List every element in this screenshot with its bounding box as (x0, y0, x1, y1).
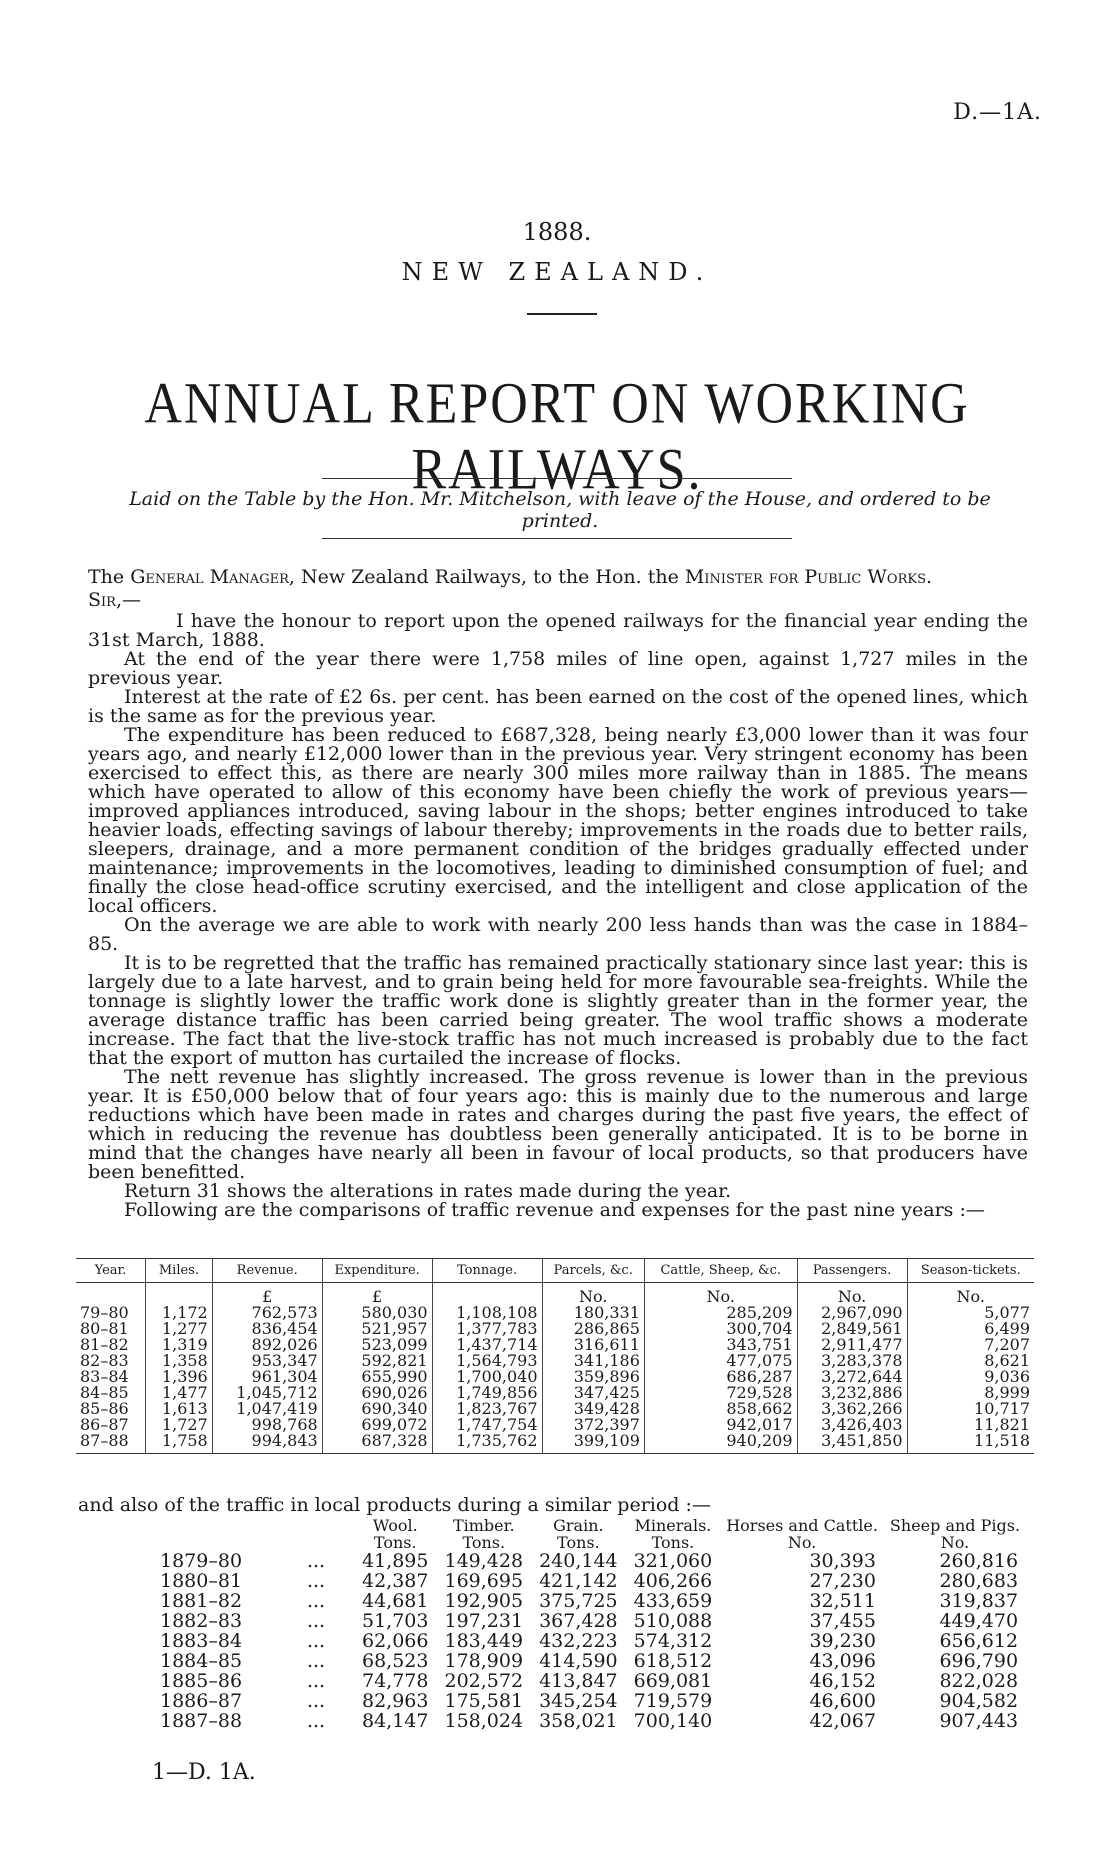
table-cell: 5,077 (907, 1305, 1034, 1321)
table-cell: 510,088 (633, 1610, 713, 1632)
leader-dots: ... (306, 1690, 326, 1712)
table-row (160, 1591, 1026, 1611)
table-cell: 432,223 (539, 1630, 618, 1652)
table-cell: 2,967,090 (797, 1305, 907, 1321)
table-cell: 80–81 (80, 1319, 129, 1338)
year-cell: 1884–85 (160, 1650, 243, 1672)
table-cell: 41,895 (362, 1550, 429, 1572)
table-cell: 719,579 (633, 1690, 713, 1712)
laid-on-table-note: Laid on the Table by the Hon. Mr. Mitchelson, with leave of the House, and ordered to be printed. (129, 488, 991, 532)
table-cell: 62,066 (362, 1630, 429, 1652)
col-parcels: Parcels, &c. (542, 1259, 644, 1283)
col-sheep-pigs: Sheep and Pigs. (889, 1516, 1021, 1535)
table-cell: 729,528 (644, 1385, 797, 1401)
table-cell: 1,727 (146, 1417, 213, 1433)
table-cell: 942,017 (644, 1417, 797, 1433)
paragraph-8: Return 31 shows the alterations in rates made during the year. (124, 1180, 732, 1202)
table-cell: 592,821 (322, 1353, 432, 1369)
table-cell: 85–86 (80, 1399, 129, 1418)
table-cell: 169,695 (444, 1570, 524, 1592)
table-cell: 1,437,714 (432, 1337, 542, 1353)
table-cell: 669,081 (633, 1670, 713, 1692)
table-cell: 84,147 (362, 1710, 429, 1732)
table-cell: 998,768 (212, 1417, 322, 1433)
paragraph-4: The expenditure has been reduced to £687,328, being nearly £3,000 lower than it was four years ago, and nearly £12,000 lower than in the previous year. Very stringent economy has been exercised to effect this, as there are nearly 300 miles more railway than in 1885. The means which have operated to allow of this economy have been chiefly the work of previous years—improved appliances introduced, saving labour in the shops; better engines introduced to take heavier loads, effecting savings of labour thereby; improvements in the roads due to better rails, sleepers, drainage, and a more permanent condition of the bridges gradually effected under maintenance; improvements in the locomotives, leading to diminished consumption of fuel; and finally the close head-office scrutiny exercised, and the intelligent and close application of the local officers. (88, 724, 1028, 917)
divider-top (322, 478, 792, 479)
table-cell: 699,072 (322, 1417, 432, 1433)
table-cell: 686,287 (644, 1369, 797, 1385)
table-cell: 51,703 (362, 1610, 429, 1632)
document-reference: D.—1A. (953, 100, 1042, 125)
table-cell: 9,036 (907, 1369, 1034, 1385)
col-grain: Grain. (553, 1516, 604, 1535)
table-cell: 953,347 (212, 1353, 322, 1369)
table-cell: 79–80 (80, 1303, 129, 1322)
table-cell: 1,108,108 (432, 1305, 542, 1321)
traffic-comparison-table (76, 1258, 1034, 1454)
col-expenditure: Expenditure. (322, 1259, 432, 1283)
report-year: 1888. (522, 218, 592, 246)
year-cell: 1879–80 (160, 1550, 243, 1572)
table-cell: 87–88 (76, 1433, 146, 1454)
products-intro: and also of the traffic in local products during a similar period :— (78, 1494, 711, 1516)
table-cell: 43,096 (809, 1650, 876, 1672)
table-cell: 1,700,040 (432, 1369, 542, 1385)
leader-dots: ... (306, 1590, 326, 1612)
year-cell: 1886–87 (160, 1690, 243, 1712)
leader-dots: ... (306, 1630, 326, 1652)
table-cell: 149,428 (444, 1550, 524, 1572)
table-cell: 1,749,856 (432, 1385, 542, 1401)
table-cell: 1,564,793 (432, 1353, 542, 1369)
table-cell: 961,304 (212, 1369, 322, 1385)
table-cell: 367,428 (539, 1610, 618, 1632)
table-cell: 347,425 (542, 1385, 644, 1401)
table-cell: 940,209 (644, 1433, 797, 1454)
table-cell: 372,397 (542, 1417, 644, 1433)
leader-dots: ... (306, 1670, 326, 1692)
table-cell: 700,140 (633, 1710, 713, 1732)
table-cell: 286,865 (542, 1321, 644, 1337)
col-season-tickets: Season-tickets. (907, 1259, 1034, 1283)
table-cell: 3,426,403 (797, 1417, 907, 1433)
table-cell: 1,613 (146, 1401, 213, 1417)
table-cell: 687,328 (322, 1433, 432, 1454)
table-cell: 11,518 (907, 1433, 1034, 1454)
table-cell: 202,572 (444, 1670, 524, 1692)
table-cell: 46,152 (809, 1670, 876, 1692)
leader-dots: ... (306, 1570, 326, 1592)
table-cell: 696,790 (939, 1650, 1019, 1672)
year-cell: 1882–83 (160, 1610, 243, 1632)
table-cell: 1,047,419 (212, 1401, 322, 1417)
table-cell: 37,455 (809, 1610, 876, 1632)
col-wool: Wool. (372, 1516, 418, 1535)
col-passengers: Passengers. (797, 1259, 907, 1283)
col-tonnage: Tonnage. (432, 1259, 542, 1283)
table-cell: 433,659 (633, 1590, 713, 1612)
paragraph-5: On the average we are able to work with nearly 200 less hands than was the case in 1884–85. (88, 914, 1028, 955)
table-cell: 197,231 (444, 1610, 524, 1632)
table-cell: 343,751 (644, 1337, 797, 1353)
table-cell: 1,396 (146, 1369, 213, 1385)
table-header-row (160, 1518, 1026, 1534)
table-cell: 2,911,477 (797, 1337, 907, 1353)
table-cell: 521,957 (322, 1321, 432, 1337)
table-cell: 1,735,762 (432, 1433, 542, 1454)
table-cell: 319,837 (939, 1590, 1019, 1612)
col-year: Year. (76, 1259, 146, 1283)
table-cell: 6,499 (907, 1321, 1034, 1337)
year-cell: 1881–82 (160, 1590, 243, 1612)
table-row (160, 1571, 1026, 1591)
table-row (160, 1671, 1026, 1691)
table-cell: 3,283,378 (797, 1353, 907, 1369)
table-cell: 1,172 (146, 1305, 213, 1321)
table-cell: 449,470 (939, 1610, 1019, 1632)
table-cell: 30,393 (809, 1550, 876, 1572)
table-cell: 655,990 (322, 1369, 432, 1385)
table-cell: 3,362,266 (797, 1401, 907, 1417)
paragraph-3: Interest at the rate of £2 6s. per cent. has been earned on the cost of the opened lines, which is the same as for the previous year. (88, 686, 1028, 727)
table-cell: 359,896 (542, 1369, 644, 1385)
table-cell: 84–85 (80, 1383, 129, 1402)
local-products-table (160, 1518, 1026, 1731)
year-cell: 1887–88 (160, 1710, 243, 1732)
col-miles: Miles. (146, 1259, 213, 1283)
table-cell: 7,207 (907, 1337, 1034, 1353)
short-divider (527, 313, 597, 315)
table-row (160, 1551, 1026, 1571)
table-cell: 32,511 (809, 1590, 876, 1612)
table-cell: 421,142 (539, 1570, 618, 1592)
table-cell: 1,377,783 (432, 1321, 542, 1337)
paragraph-7: The nett revenue has slightly increased. The gross revenue is lower than in the previous year. It is £50,000 below that of four years ago: this is mainly due to the numerous and large reductions which have been made in rates and charges during the past five years, the effect of which in reducing the revenue has doubtless been generally anticipated. It is to be borne in mind that the changes have nearly all been in favour of local products, so that producers have been benefitted. (88, 1066, 1028, 1183)
page-title: ANNUAL REPORT ON WORKING RAILWAYS. (144, 372, 970, 502)
col-minerals: Minerals. (634, 1516, 712, 1535)
table-cell: 822,028 (939, 1670, 1019, 1692)
table-cell: 3,272,644 (797, 1369, 907, 1385)
table-cell: 994,843 (212, 1433, 322, 1454)
table-cell: 280,683 (939, 1570, 1019, 1592)
table-cell: 907,443 (939, 1710, 1019, 1732)
table-cell: 618,512 (633, 1650, 713, 1672)
table-cell: 358,021 (539, 1710, 618, 1732)
table-cell: 316,611 (542, 1337, 644, 1353)
table-cell: 178,909 (444, 1650, 524, 1672)
table-cell: 1,319 (146, 1337, 213, 1353)
table-cell: 1,758 (146, 1433, 213, 1454)
table-cell: 27,230 (809, 1570, 876, 1592)
table-header-row (76, 1259, 1034, 1283)
table-cell: 285,209 (644, 1305, 797, 1321)
units-row: £ £ No. No. No. No. (76, 1283, 1034, 1306)
table-cell: 574,312 (633, 1630, 713, 1652)
table-cell: 260,816 (939, 1550, 1019, 1572)
leader-dots: ... (306, 1650, 326, 1672)
paragraph-2: At the end of the year there were 1,758 miles of line open, against 1,727 miles in the previous year. (88, 648, 1028, 689)
table-cell: 523,099 (322, 1337, 432, 1353)
paragraph-9: Following are the comparisons of traffic revenue and expenses for the past nine years :— (124, 1199, 985, 1221)
table-cell: 321,060 (633, 1550, 713, 1572)
table-cell: 413,847 (539, 1670, 618, 1692)
table-cell: 11,821 (907, 1417, 1034, 1433)
table-cell: 300,704 (644, 1321, 797, 1337)
table-row (160, 1651, 1026, 1671)
paragraph-6: It is to be regretted that the traffic has remained practically stationary since last year: this is largely due to a late harvest, and to grain being held for more favourable sea-freights. While the tonnage is slightly lower the traffic work done is slightly greater than in the former year, the average distance traffic has been carried being greater. The wool traffic shows a moderate increase. The fact that the live-stock traffic has not much increased is probably due to the fact that the export of mutton has curtailed the increase of flocks. (88, 952, 1028, 1069)
letter-body (88, 612, 1028, 1220)
page-footer-reference: 1—D. 1A. (152, 1760, 256, 1785)
units-row: Tons. Tons. Tons. Tons. No. No. (373, 1533, 970, 1552)
table-cell: 656,612 (939, 1630, 1019, 1652)
table-cell: 580,030 (322, 1305, 432, 1321)
table-cell: 762,573 (212, 1305, 322, 1321)
col-timber: Timber. (452, 1516, 515, 1535)
table-cell: 341,186 (542, 1353, 644, 1369)
table-cell: 399,109 (542, 1433, 644, 1454)
table-cell: 2,849,561 (797, 1321, 907, 1337)
table-cell: 858,662 (644, 1401, 797, 1417)
year-cell: 1880–81 (160, 1570, 243, 1592)
table-cell: 240,144 (539, 1550, 618, 1572)
table-cell: 836,454 (212, 1321, 322, 1337)
table-cell: 39,230 (809, 1630, 876, 1652)
table-cell: 42,387 (362, 1570, 429, 1592)
table-cell: 175,581 (444, 1690, 524, 1712)
table-cell: 8,621 (907, 1353, 1034, 1369)
table-cell: 375,725 (539, 1590, 618, 1612)
table-row (160, 1611, 1026, 1631)
table-cell: 690,026 (322, 1385, 432, 1401)
col-cattle-sheep: Cattle, Sheep, &c. (644, 1259, 797, 1283)
table-cell: 158,024 (444, 1710, 524, 1732)
table-cell: 180,331 (542, 1305, 644, 1321)
table-cell: 1,747,754 (432, 1417, 542, 1433)
table-cell: 3,451,850 (797, 1433, 907, 1454)
table-cell: 83–84 (80, 1367, 129, 1386)
table-row (160, 1631, 1026, 1651)
table-cell: 904,582 (939, 1690, 1019, 1712)
table-cell: 81–82 (80, 1335, 129, 1354)
table-cell: 183,449 (444, 1630, 524, 1652)
table-cell: 74,778 (362, 1670, 429, 1692)
table-row (160, 1691, 1026, 1711)
year-cell: 1883–84 (160, 1630, 243, 1652)
table-cell: 46,600 (809, 1690, 876, 1712)
recipient-title: Minister for Public Works (684, 566, 926, 588)
table-cell: 1,045,712 (212, 1385, 322, 1401)
table-cell: 349,428 (542, 1401, 644, 1417)
letter-address: The General Manager, New Zealand Railways, to the Hon. the Minister for Public Works. Sir,— (88, 568, 1028, 610)
leader-dots: ... (306, 1710, 326, 1732)
table-cell: 406,266 (633, 1570, 713, 1592)
table-cell: 1,823,767 (432, 1401, 542, 1417)
table-cell: 477,075 (644, 1353, 797, 1369)
table-cell: 3,232,886 (797, 1385, 907, 1401)
year-cell: 1885–86 (160, 1670, 243, 1692)
table-cell: 1,277 (146, 1321, 213, 1337)
table-cell: 8,999 (907, 1385, 1034, 1401)
table-cell: 1,358 (146, 1353, 213, 1369)
table-cell: 192,905 (444, 1590, 524, 1612)
salutation: Sir,— (88, 589, 141, 611)
leader-dots: ... (306, 1550, 326, 1572)
table-cell: 1,477 (146, 1385, 213, 1401)
table-cell: 42,067 (809, 1710, 876, 1732)
leader-dots: ... (306, 1610, 326, 1632)
table-cell: 68,523 (362, 1650, 429, 1672)
divider-bottom (322, 538, 792, 539)
paragraph-1: I have the honour to report upon the opened railways for the financial year ending the 31st March, 1888. (88, 610, 1028, 651)
table-row (160, 1711, 1026, 1731)
table-cell: 10,717 (907, 1401, 1034, 1417)
table-cell: 82–83 (80, 1351, 129, 1370)
table-cell: 86–87 (80, 1415, 129, 1434)
table-cell: 345,254 (539, 1690, 618, 1712)
table-cell: 82,963 (362, 1690, 429, 1712)
col-revenue: Revenue. (212, 1259, 322, 1283)
table-cell: 414,590 (539, 1650, 618, 1672)
table-cell: 690,340 (322, 1401, 432, 1417)
col-horses-cattle: Horses and Cattle. (726, 1516, 878, 1535)
table-row (76, 1433, 1034, 1454)
table-cell: 892,026 (212, 1337, 322, 1353)
country-heading: NEW ZEALAND. (401, 258, 713, 286)
table-cell: 44,681 (362, 1590, 429, 1612)
sender-title: General Manager (130, 566, 289, 588)
